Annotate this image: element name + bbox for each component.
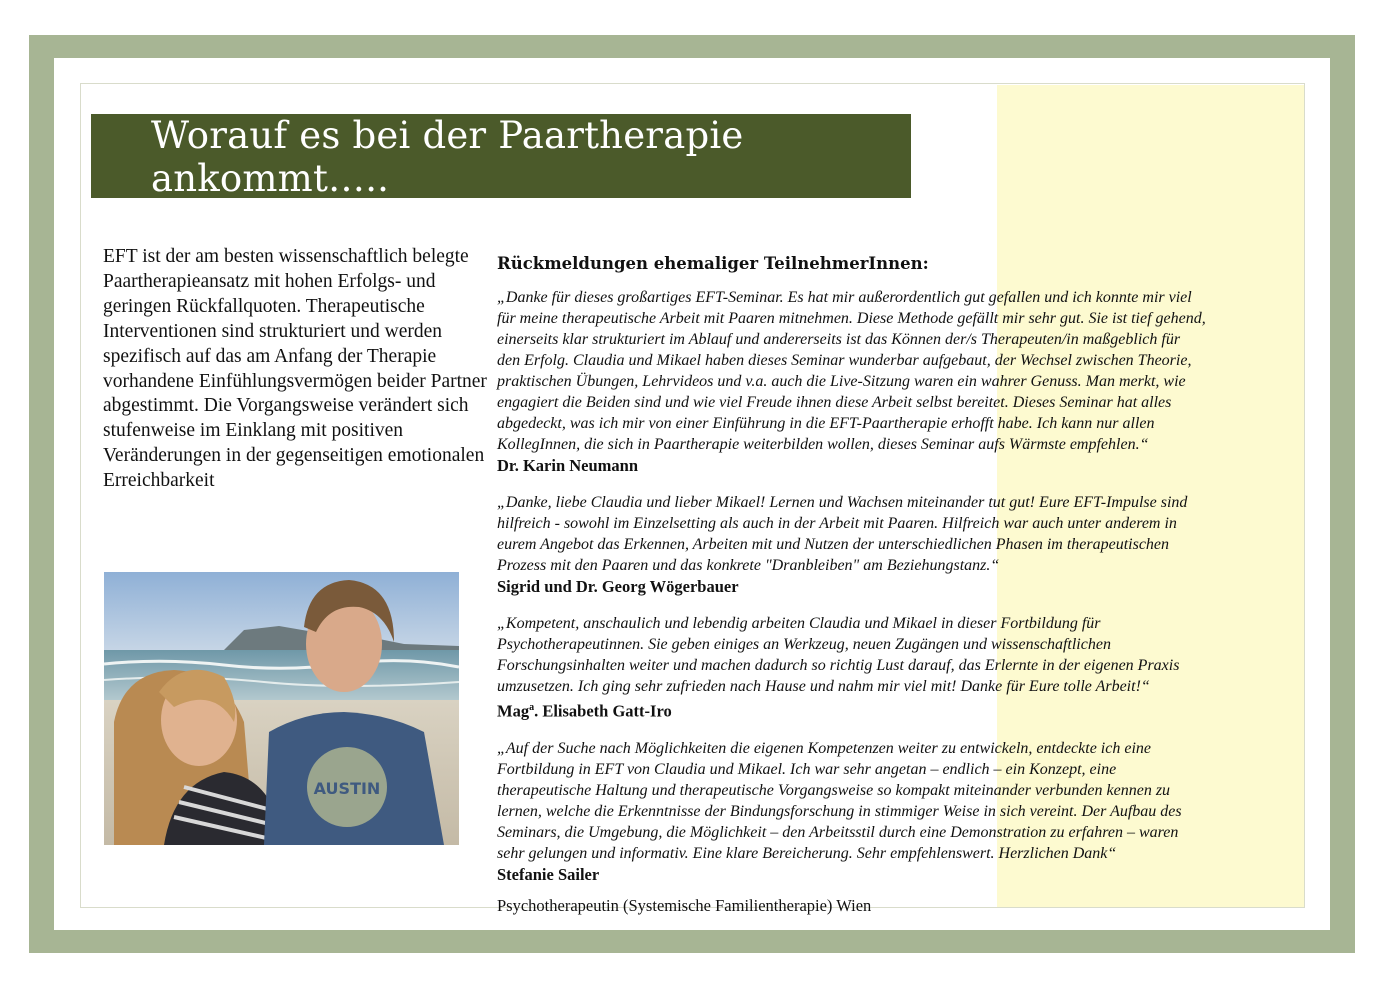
author-title-sup: a	[529, 702, 535, 713]
testimonial	[497, 738, 1327, 885]
author-profession: Psychotherapeutin (Systemische Familientherapie) Wien	[497, 895, 872, 915]
quote-line: „Danke für dieses großartiges EFT-Seminar. Es hat mir außerordentlich gut gefallen und ich konnte mir viel	[497, 289, 1192, 306]
quote-line: therapeutische Haltung und therapeutische Vorgangsweise so kompakt miteinander verbunden kennen zu	[497, 781, 1171, 799]
quote-line: einerseits klar strukturiert im Ablauf und andererseits ist das Können der/s Therapeuten/in maßgeblich für	[497, 331, 1181, 348]
testimonial-author	[497, 697, 1327, 722]
intro-paragraph: EFT ist der am besten wissenschaftlich belegte Paartherapieansatz mit hohen Erfolgs- und geringen Rückfallquoten. Therapeutische Interventionen sind strukturiert und werden spezifisch auf das am Anfang der Therapie vorhandene Einfühlungsvermögen beider Partner abgestimmt. Die Vorgangsweise verändert sich stufenweise im Einklang mit positiven Veränderungen in der gegenseitigen emotionalen Erreichbarkeit	[103, 246, 487, 492]
quote-line: „Kompetent, anschaulich und lebendig arbeiten Claudia und Mikael in dieser Fortbildung für	[497, 615, 1101, 632]
author-title: Mag	[497, 701, 530, 721]
testimonial-author: Sigrid und Dr. Georg Wögerbauer	[497, 577, 739, 596]
quote-line: praktischen Übungen, Lehrvideos und v.a. auch die Live-Sitzung waren ein wahrer Genuss. Man merkt, wie	[497, 373, 1186, 390]
quote-line: sehr gelungen und informativ. Eine klare Bereicherung. Sehr empfehlenswert. Herzlichen Dank“	[497, 844, 1117, 862]
quote-line: den Erfolg. Claudia und Mikael haben dieses Seminar wunderbar aufgebaut, der Wechsel zwischen Theorie,	[497, 352, 1192, 369]
testimonials-column	[497, 254, 1327, 932]
quote-line: für meine therapeutische Arbeit mit Paaren mitnehmen. Diese Methode gefällt mir sehr gut. Sie ist tief gehend,	[497, 310, 1206, 327]
quote-line: „Danke, liebe Claudia und lieber Mikael! Lernen und Wachsen miteinander tut gut! Eure EFT-Impulse sind	[497, 494, 1188, 511]
testimonial-author: Dr. Karin Neumann	[497, 456, 639, 475]
quote-line: eurem Angebot das Erkennen, Arbeiten mit und Nutzen der unterschiedlichen Phasen im therapeutischen	[497, 536, 1170, 553]
quote-line: engagiert die Beiden sind und wie viel Freude ihnen diese Arbeit selbst bereitet. Dieses Seminar hat alles	[497, 394, 1172, 411]
quote-line: „Auf der Suche nach Möglichkeiten die eigenen Kompetenzen weiter zu entwickeln, entdeckte ich eine	[497, 739, 1151, 757]
testimonial	[497, 287, 1327, 476]
quote-line: Prozess mit den Paaren und das konkrete "Dranbleiben" am Beziehungstanz.“	[497, 557, 1000, 574]
testimonial	[497, 492, 1327, 597]
author-name: . Elisabeth Gatt-Iro	[534, 701, 672, 721]
page-title: Worauf es bei der Paartherapie ankommt…..	[151, 114, 744, 200]
quote-line: Fortbildung in EFT von Claudia und Mikael. Ich war sehr angetan – endlich – ein Konzept, eine	[497, 760, 1117, 778]
quote-line: abgedeckt, was ich mir von einer Einführung in die EFT-Paartherapie erhofft habe. Ich kann nur allen	[497, 415, 1155, 432]
quote-line: Forschungsinhalten weiter und machen dadurch so richtig Lust darauf, das Erlernte in der eigenen Praxis	[497, 657, 1180, 674]
feedback-heading: Rückmeldungen ehemaliger TeilnehmerInnen:	[497, 254, 929, 273]
svg-text:AUSTIN: AUSTIN	[313, 779, 381, 798]
couple-photo	[104, 572, 459, 845]
quote-line: hilfreich - sowohl im Einzelsetting als auch in der Arbeit mit Paaren. Hilfreich war auch unter anderem in	[497, 515, 1177, 532]
testimonial	[497, 613, 1327, 722]
quote-line: KollegInnen, die sich in Paartherapie weiterbilden wollen, dieses Seminar aufs Wärmste empfehlen.“	[497, 436, 1149, 453]
testimonial-author: Stefanie Sailer	[497, 864, 600, 884]
quote-line: umzusetzen. Ich ging sehr zufrieden nach Hause und nahm mir viel mit! Danke für Eure tolle Arbeit!“	[497, 678, 1150, 695]
title-banner	[91, 114, 911, 198]
quote-line: Seminars, die Umgebung, die Möglichkeit – den Arbeitsstil durch eine Demonstration zu erfahren – waren	[497, 823, 1179, 841]
quote-line: Psychotherapeutinnen. Sie geben einiges an Werkzeug, neuen Zugängen und wissenschaftlichen	[497, 636, 1111, 653]
quote-line: lernen, welche die Erkenntnisse der Bindungsforschung in stimmiger Weise in sich vereint. Der Aufbau des	[497, 802, 1182, 820]
